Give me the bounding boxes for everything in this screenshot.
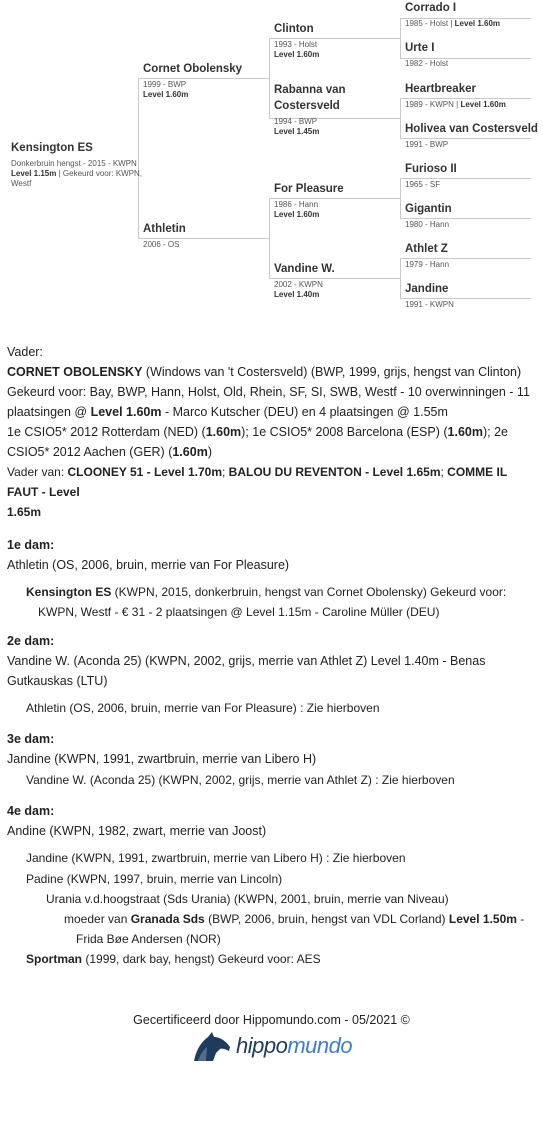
horse-name[interactable]: Clinton: [274, 23, 314, 35]
section-heading: 3e dam:: [7, 732, 55, 746]
horse-level: Level 1.40m: [274, 290, 320, 299]
horse-name[interactable]: For Pleasure: [274, 183, 344, 195]
dam2-offspring: Athletin (OS, 2006, bruin, merrie van For Pleasure) : Zie hierboven: [26, 701, 380, 715]
offspring-name[interactable]: Granada Sds: [130, 912, 205, 926]
vader-offspring: 1.65m: [7, 505, 42, 519]
vader-section: [7, 342, 537, 522]
section-heading: Vader:: [7, 345, 43, 359]
section-heading: 2e dam:: [7, 634, 55, 648]
dam4-offspring: Urania v.d.hoogstraat (Sds Urania) (KWPN, 2001, bruin, merrie van Niveau): [46, 892, 449, 906]
pedigree-ss[interactable]: [274, 23, 319, 60]
connector: [400, 258, 401, 299]
pedigree-ds[interactable]: [274, 183, 344, 220]
pedigree-sd[interactable]: [274, 84, 346, 137]
vader-line: Gekeurd voor: Bay, BWP, Hann, Holst, Old, Rhein, SF, SI, SWB, Westf - 10 overwinningen - 11: [7, 385, 530, 399]
pedigree-sdd[interactable]: [405, 123, 538, 150]
pedigree-ddd[interactable]: [405, 283, 454, 310]
horse-name[interactable]: Corrado I: [405, 2, 457, 14]
dam4-offspring: moeder van Granada Sds (BWP, 2006, bruin, hengst van VDL Corland) Level 1.50m -: [64, 912, 525, 926]
dam-line: Jandine (KWPN, 1991, zwartbruin, merrie van Libero H): [7, 752, 317, 766]
horse-info: 1993 - Holst: [274, 40, 318, 49]
horse-info: 1979 - Hann: [405, 260, 450, 269]
horse-name[interactable]: Gigantin: [405, 203, 452, 215]
horse-name[interactable]: Furioso II: [405, 163, 457, 175]
horse-level: Level 1.60m: [274, 210, 320, 219]
horse-level: Level 1.60m: [143, 90, 189, 99]
horse-info: 1991 - BWP: [405, 140, 449, 149]
horse-info-text: | Gekeurd voor: KWPN,: [58, 169, 143, 178]
connector: [269, 38, 270, 119]
dam4-section: [7, 801, 537, 841]
certification-text: Gecertificeerd door Hippomundo.com - 05/2021 ©: [133, 1013, 410, 1027]
horse-name[interactable]: Heartbreaker: [405, 83, 476, 95]
horse-info: 1982 - Holst: [405, 59, 449, 68]
dam4-offspring: Padine (KWPN, 1997, bruin, merrie van Lincoln): [26, 872, 283, 886]
pedigree-subject[interactable]: [11, 142, 142, 189]
pedigree-dss[interactable]: [405, 163, 457, 190]
connector: [400, 18, 401, 59]
dam4-offspring: Frida Bøe Andersen (NOR): [76, 932, 221, 946]
pedigree-ssd[interactable]: [405, 42, 448, 69]
dam-line: Vandine W. (Aconda 25) (KWPN, 2002, grijs, merrie van Athlet Z) Level 1.40m - Benas: [7, 654, 486, 668]
horse-info: Donkerbruin hengst - 2015 - KWPN: [11, 159, 137, 168]
horse-name[interactable]: Urte I: [405, 42, 435, 54]
horse-info: 1999 - BWP: [143, 80, 187, 89]
dam1-offspring: Kensington ES (KWPN, 2015, donkerbruin, hengst van Cornet Obolensky) Gekeurd voor: KWPN, Westf - € 31 - 2 plaatsingen @ Level 1.15m - Caroline Müller (DEU): [26, 582, 536, 622]
pedigree-dd[interactable]: [274, 263, 335, 300]
sire-name[interactable]: CORNET OBOLENSKY: [7, 365, 143, 379]
connector: [400, 98, 401, 139]
horse-name[interactable]: Athletin: [143, 223, 186, 235]
horse-name[interactable]: Kensington ES: [11, 142, 93, 154]
horse-info: 1986 - Hann: [274, 200, 319, 209]
dam3-offspring: Vandine W. (Aconda 25) (KWPN, 2002, grijs, merrie van Athlet Z) : Zie hierboven: [26, 773, 455, 787]
horse-head-icon: [192, 1031, 232, 1063]
horse-info: 2002 - KWPN: [274, 280, 323, 289]
dam-line: Athletin (OS, 2006, bruin, merrie van For Pleasure): [7, 558, 290, 572]
horse-level: Level 1.45m: [274, 127, 320, 136]
horse-info: 1980 - Hann: [405, 220, 450, 229]
horse-name[interactable]: Athlet Z: [405, 243, 448, 255]
horse-info: 1994 - BWP: [274, 117, 318, 126]
horse-info: Westf: [11, 179, 32, 188]
vader-line: plaatsingen @ Level 1.60m - Marco Kutscher (DEU) en 4 plaatsingen @ 1.55m: [7, 405, 448, 419]
horse-level: Level 1.15m: [11, 169, 57, 178]
pedigree-dam[interactable]: [143, 223, 186, 250]
logo-wordmark: hippomundo: [236, 1033, 353, 1058]
horse-info: 1985 - Holst | Level 1.60m: [405, 19, 501, 28]
offspring-name[interactable]: Sportman: [26, 952, 83, 966]
connector: [400, 178, 401, 219]
vader-line: CSIO5* 2012 Aachen (GER) (1.60m): [7, 445, 212, 459]
horse-info: 1989 - KWPN | Level 1.60m: [405, 100, 506, 109]
section-heading: 1e dam:: [7, 538, 55, 552]
vader-line: CORNET OBOLENSKY (Windows van 't Costersveld) (BWP, 1999, grijs, hengst van Clinton): [7, 365, 522, 379]
connector: [269, 198, 270, 279]
horse-info: 1965 - SF: [405, 180, 441, 189]
dam4-offspring: Jandine (KWPN, 1991, zwartbruin, merrie van Libero H) : Zie hierboven: [26, 851, 406, 865]
section-heading: 4e dam:: [7, 804, 55, 818]
horse-name[interactable]: Vandine W.: [274, 263, 335, 275]
dam3-section: [7, 729, 537, 769]
pedigree-dsd[interactable]: [405, 203, 452, 230]
horse-name[interactable]: Cornet Obolensky: [143, 63, 243, 75]
pedigree-sire[interactable]: [143, 63, 242, 100]
horse-info: 1991 - KWPN: [405, 300, 454, 309]
pedigree-dds[interactable]: [405, 243, 449, 270]
dam2-section: [7, 631, 537, 691]
horse-info: [11, 169, 142, 179]
pedigree-sss[interactable]: [405, 2, 500, 29]
pedigree-sds[interactable]: [405, 83, 506, 110]
hippomundo-logo[interactable]: [192, 1030, 362, 1064]
dam1-section: [7, 535, 537, 575]
horse-name[interactable]: Rabanna van: [274, 84, 346, 96]
vader-offspring: Vader van: CLOONEY 51 - Level 1.70m; BALOU DU REVENTON - Level 1.65m; COMME IL FAUT - Level: [7, 465, 507, 499]
dam-line: Andine (KWPN, 1982, zwart, merrie van Joost): [7, 824, 267, 838]
horse-info: 2006 - OS: [143, 240, 180, 249]
offspring-name[interactable]: Kensington ES: [26, 585, 112, 599]
horse-name[interactable]: Jandine: [405, 283, 449, 295]
vader-line: 1e CSIO5* 2012 Rotterdam (NED) (1.60m); 1e CSIO5* 2008 Barcelona (ESP) (1.60m); 2e: [7, 425, 508, 439]
horse-name[interactable]: Holivea van Costersveld: [405, 123, 538, 135]
horse-level: Level 1.60m: [274, 50, 320, 59]
offspring-desc: KWPN, Westf - € 31 - 2 plaatsingen @ Level 1.15m - Caroline Müller (DEU): [38, 605, 440, 619]
horse-name[interactable]: Costersveld: [274, 100, 340, 112]
dam-line: Gutkauskas (LTU): [7, 674, 108, 688]
dam4-offspring: Sportman (1999, dark bay, hengst) Gekeurd voor: AES: [26, 952, 321, 966]
